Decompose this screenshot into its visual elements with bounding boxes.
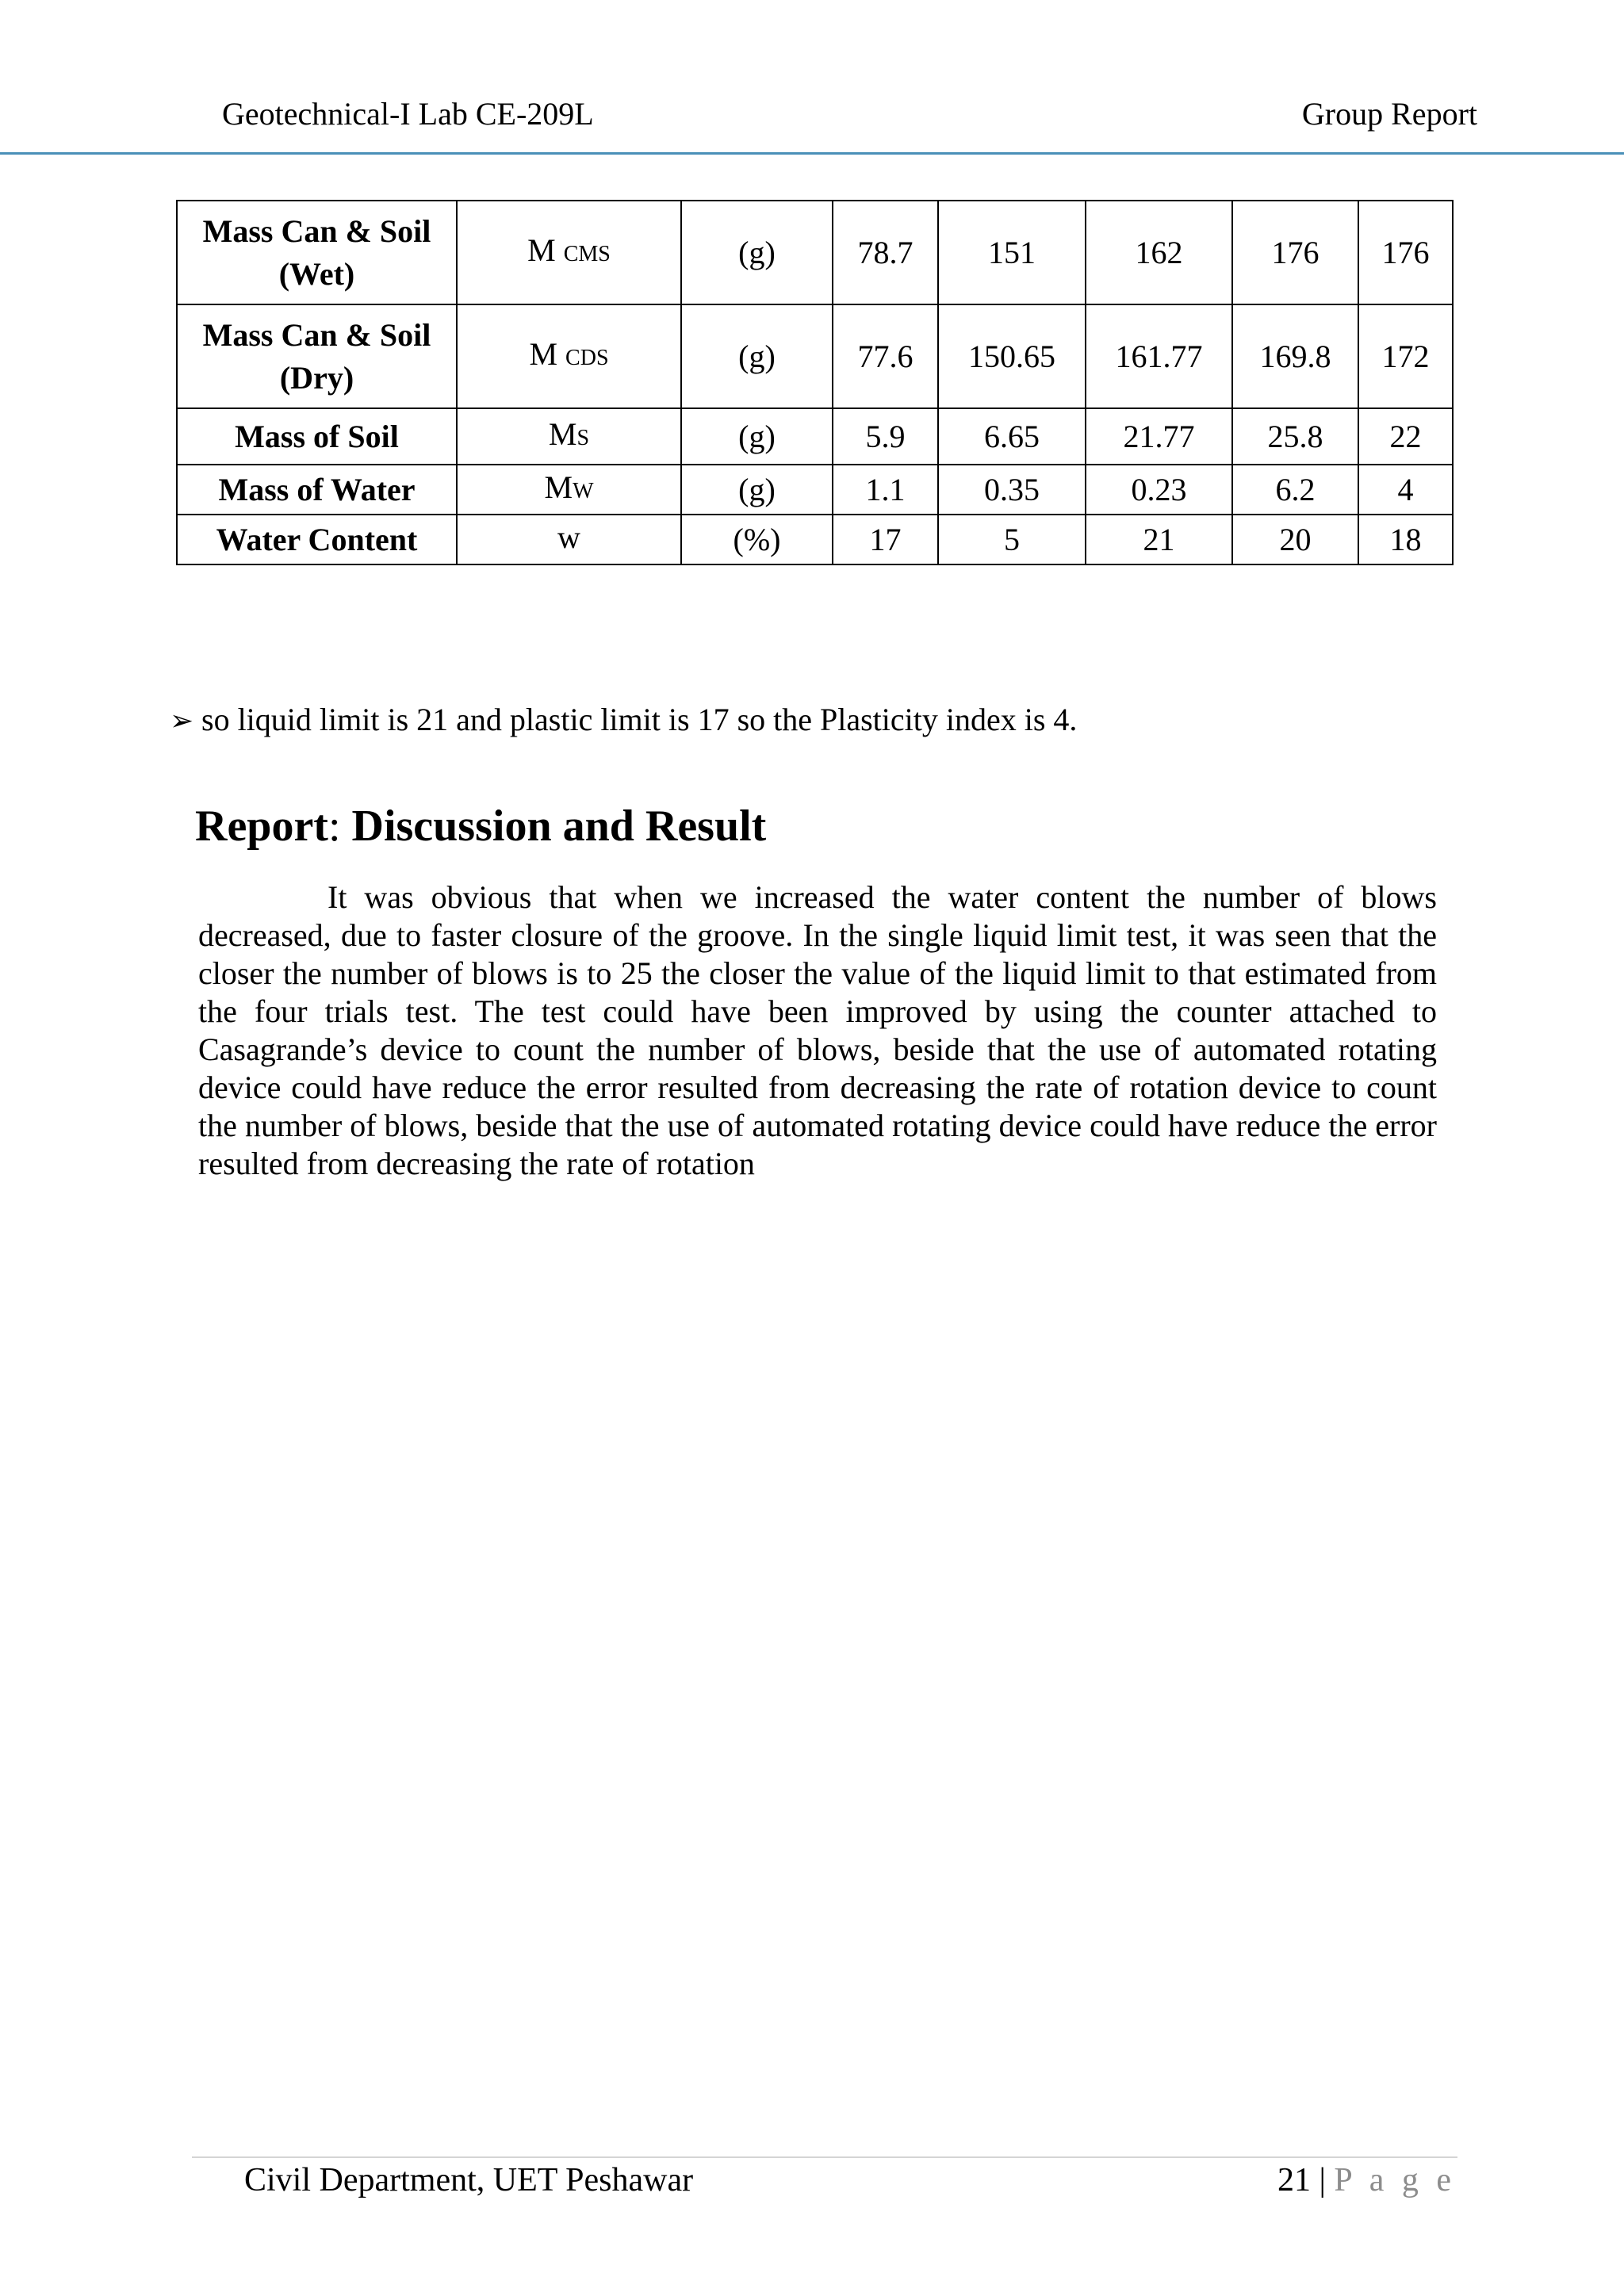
row-label: Water Content xyxy=(177,515,457,564)
table-cell: 169.8 xyxy=(1232,304,1358,408)
table-cell: 150.65 xyxy=(938,304,1086,408)
page-word: P a g e xyxy=(1334,2162,1456,2198)
table-cell: 22 xyxy=(1358,408,1453,465)
footer-department: Civil Department, UET Peshawar xyxy=(244,2162,694,2198)
table-row xyxy=(177,408,1453,465)
row-symbol: MW xyxy=(457,465,681,515)
table-cell: 151 xyxy=(938,201,1086,304)
table-cell: 1.1 xyxy=(833,465,938,515)
table-cell: 176 xyxy=(1358,201,1453,304)
row-symbol: MS xyxy=(457,408,681,465)
table-cell: 21 xyxy=(1086,515,1232,564)
row-symbol: w xyxy=(457,515,681,564)
table-cell: 18 xyxy=(1358,515,1453,564)
page-separator: | xyxy=(1310,2162,1335,2198)
table-cell: 162 xyxy=(1086,201,1232,304)
table-row xyxy=(177,201,1453,304)
table-cell: 5.9 xyxy=(833,408,938,465)
table-cell: 172 xyxy=(1358,304,1453,408)
row-unit: (%) xyxy=(681,515,833,564)
row-label: Mass of Soil xyxy=(177,408,457,465)
table-cell: 25.8 xyxy=(1232,408,1358,465)
footer-page-number xyxy=(1277,2161,1456,2199)
table-cell: 161.77 xyxy=(1086,304,1232,408)
discussion-paragraph: It was obvious that when we increased the water content the number of blows decreased, due to faster closure of the groove. In the single liquid limit test, it was seen that the closer the number of blows is to 25 the closer the value of the liquid limit to that estimated from the four trials test. The test could have been improved by using the counter attached to Casagrande’s device to count the number of blows, beside that the use of automated rotating device could have reduce the error resulted from decreasing the rate of rotation device to count the number of blows, beside that the use of automated rotating device could have reduce the error resulted from decreasing the rate of rotation xyxy=(198,879,1437,1181)
row-label: Mass of Water xyxy=(177,465,457,515)
table-cell: 77.6 xyxy=(833,304,938,408)
row-unit: (g) xyxy=(681,465,833,515)
table-cell: 4 xyxy=(1358,465,1453,515)
row-label: Mass Can & Soil (Wet) xyxy=(177,201,457,304)
row-symbol: M CDS xyxy=(457,304,681,408)
result-bullet xyxy=(170,701,1077,738)
row-unit: (g) xyxy=(681,408,833,465)
table-row xyxy=(177,515,1453,564)
page-number: 21 xyxy=(1277,2162,1311,2198)
table-cell: 176 xyxy=(1232,201,1358,304)
result-bullet-text: so liquid limit is 21 and plastic limit is 17 so the Plasticity index is 4. xyxy=(201,702,1078,737)
table-cell: 0.35 xyxy=(938,465,1086,515)
table-cell: 5 xyxy=(938,515,1086,564)
section-heading xyxy=(195,801,766,851)
table-cell: 0.23 xyxy=(1086,465,1232,515)
water-content-table xyxy=(176,200,1454,565)
table-row xyxy=(177,465,1453,515)
table-row xyxy=(177,304,1453,408)
row-unit: (g) xyxy=(681,201,833,304)
heading-colon: : xyxy=(327,802,341,851)
table-cell: 6.2 xyxy=(1232,465,1358,515)
table-cell: 78.7 xyxy=(833,201,938,304)
table-cell: 17 xyxy=(833,515,938,564)
table-cell: 6.65 xyxy=(938,408,1086,465)
row-symbol: M CMS xyxy=(457,201,681,304)
header-divider xyxy=(0,152,1624,155)
table-cell: 21.77 xyxy=(1086,408,1232,465)
row-label: Mass Can & Soil (Dry) xyxy=(177,304,457,408)
footer-divider xyxy=(192,2156,1457,2158)
heading-prefix: Report xyxy=(195,802,328,851)
heading-title: Discussion and Result xyxy=(340,802,767,851)
table-cell: 20 xyxy=(1232,515,1358,564)
row-unit: (g) xyxy=(681,304,833,408)
header-report-type: Group Report xyxy=(1301,96,1477,132)
header-course-title: Geotechnical-I Lab CE-209L xyxy=(222,96,594,132)
arrow-bullet-icon: ➢ xyxy=(170,705,194,737)
